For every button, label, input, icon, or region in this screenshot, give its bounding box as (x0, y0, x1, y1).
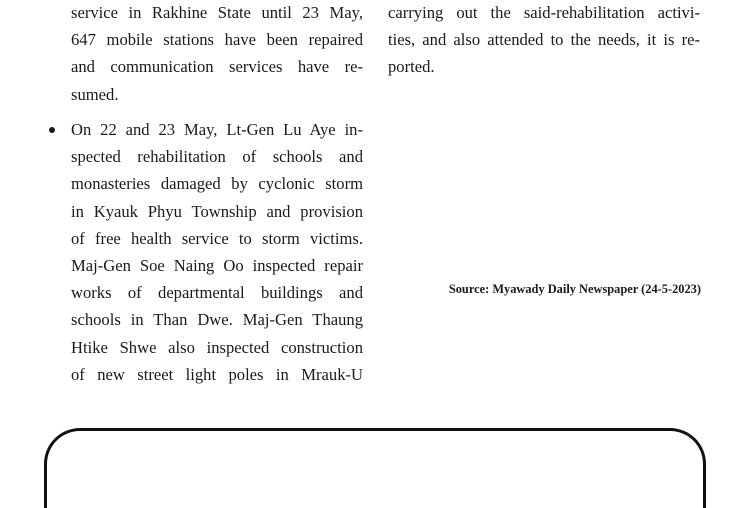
text-line: Htike Shwe also inspected construction (71, 337, 363, 357)
rounded-box-frame (44, 428, 706, 508)
text-line: carrying out the said-rehabilitation activi- (388, 3, 700, 22)
source-citation: Source: Myawady Daily Newspaper (24-5-2023) (448, 282, 701, 296)
text-line: service in Rakhine State until 23 May, (71, 3, 363, 22)
text-line: On 22 and 23 May, Lt-Gen Lu Aye in- (71, 120, 363, 139)
text-line: of free health service to storm victims. (71, 228, 363, 248)
text-line: sumed. (71, 84, 119, 104)
text-line: schools in Than Dwe. Maj-Gen Thaung (71, 310, 363, 330)
text-line: and communication services have re- (71, 57, 363, 77)
bullet-paragraph (71, 116, 363, 388)
text-line: of new street light poles in Mrauk-U (71, 364, 363, 384)
text-line: ties, and also attended to the needs, it is re- (388, 30, 700, 50)
left-column-paragraph (71, 0, 363, 108)
text-line: monasteries damaged by cyclonic storm (71, 174, 363, 194)
text-line: Maj-Gen Soe Naing Oo inspected repair (71, 255, 363, 275)
text-line: spected rehabilitation of schools and (71, 147, 363, 167)
bullet-icon (49, 127, 55, 133)
text-line: 647 mobile stations have been repaired (71, 30, 363, 50)
right-column-paragraph (388, 0, 700, 81)
text-line: in Kyauk Phyu Township and provision (71, 201, 363, 221)
text-line: ported. (388, 57, 435, 77)
text-line: works of departmental buildings and (71, 283, 363, 303)
